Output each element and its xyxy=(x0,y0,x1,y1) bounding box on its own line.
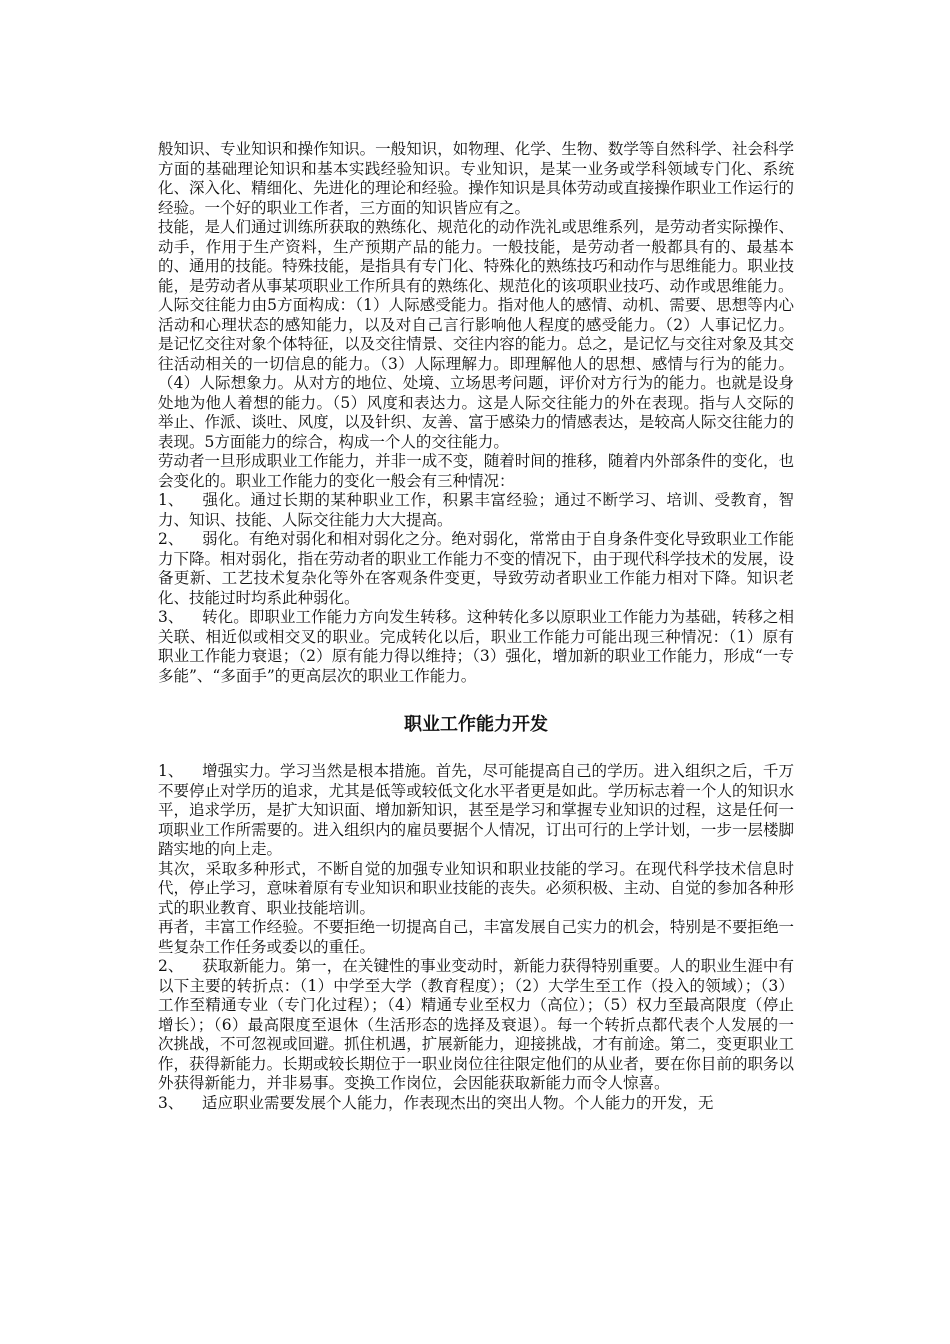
list-text: 转化。即职业工作能力方向发生转移。这种转化多以原职业工作能力为基础，转移之相关联、相近似或相交叉的职业。完成转化以后，职业工作能力可能出现三种情况：（1）原有职业工作能力衰退；（2）原有能力得以维持；（3）强化，增加新的职业工作能力，形成“一专多能”、“多面手”的更高层次的职业工作能力。 xyxy=(158,608,794,685)
list-number: 2、 xyxy=(158,957,184,975)
list-item-enhance-strength xyxy=(158,762,794,860)
paragraph-secondly: 其次，采取多种形式，不断自觉的加强专业知识和职业技能的学习。在现代科学技术信息时代，停止学习，意味着原有专业知识和职业技能的丧失。必须积极、主动、自觉的参加各种形式的职业教育、职业技能培训。 xyxy=(158,859,794,917)
paragraph-furthermore: 再者，丰富工作经验。不要拒绝一切提高自己，丰富发展自己实力的机会，特别是不要拒绝一些复杂工作任务或委以的重任。 xyxy=(158,918,794,956)
document-page xyxy=(158,140,794,1113)
list-text: 增强实力。学习当然是根本措施。首先，尽可能提高自己的学历。进入组织之后，千万不要停止对学历的追求，尤其是低等或较低文化水平者更是如此。学历标志着一个人的知识水平，追求学历，是扩大知识面、增加新知识，甚至是学习和掌握专业知识的过程，这是任何一项职业工作所需要的。进入组织内的雇员要据个人情况，订出可行的上学计划，一步一层楼脚踏实地的向上走。 xyxy=(158,762,794,858)
list-text: 强化。通过长期的某种职业工作，积累丰富经验；通过不断学习、培训、受教育，智力、知识、技能、人际交往能力大大提高。 xyxy=(158,491,794,529)
paragraph-ability-change: 劳动者一旦形成职业工作能力，并非一成不变，随着时间的推移，随着内外部条件的变化，也会变化的。职业工作能力的变化一般会有三种情况： xyxy=(158,452,794,490)
section-heading: 职业工作能力开发 xyxy=(404,714,548,735)
list-item-strengthen xyxy=(158,491,794,530)
list-item-adapt xyxy=(158,1094,794,1114)
paragraph-skills: 技能，是人们通过训练所获取的熟练化、规范化的动作洗礼或思维系列，是劳动者实际操作、动手，作用于生产资料，生产预期产品的能力。一般技能，是劳动者一般都具有的、最基本的、通用的技能。特殊技能，是指具有专门化、特殊化的熟练技巧和动作与思维能力。职业技能，是劳动者从事某项职业工作所具有的熟练化、规范化的该项职业技巧、动作或思维能力。 xyxy=(158,218,794,295)
list-number: 1、 xyxy=(158,491,184,509)
list-item-new-ability xyxy=(158,957,794,1094)
list-number: 3、 xyxy=(158,608,184,626)
list-number: 2、 xyxy=(158,530,184,548)
list-text: 弱化。有绝对弱化和相对弱化之分。绝对弱化，常常由于自身条件变化导致职业工作能力下降。相对弱化，指在劳动者的职业工作能力不变的情况下，由于现代科学技术的发展，设备更新、工艺技术复杂化等外在客观条件变更，导致劳动者职业工作能力相对下降。知识老化、技能过时均系此种弱化。 xyxy=(158,530,794,607)
paragraph-interpersonal: 人际交往能力由5方面构成：（1）人际感受能力。指对他人的感情、动机、需要、思想等内心活动和心理状态的感知能力，以及对自己言行影响他人程度的感受能力。（2）人事记忆力。是记忆交往对象个体特征，以及交往情景、交往内容的能力。总之，是记忆与交往对象及其交往活动相关的一切信息的能力。（3）人际理解力。即理解他人的思想、感情与行为的能力。（4）人际想象力。从对方的地位、处境、立场思考问题，评价对方行为的能力。也就是设身处地为他人着想的能力。（5）风度和表达力。这是人际交往能力的外在表现。指与人交际的举止、作派、谈吐、风度，以及针织、友善、富于感染力的情感表达，是较高人际交往能力的表现。5方面能力的综合，构成一个人的交往能力。 xyxy=(158,296,794,451)
list-item-transform xyxy=(158,608,794,686)
paragraph-knowledge: 般知识、专业知识和操作知识。一般知识，如物理、化学、生物、数学等自然科学、社会科学方面的基础理论知识和基本实践经验知识。专业知识，是某一业务或学科领域专门化、系统化、深入化、精细化、先进化的理论和经验。操作知识是具体劳动或直接操作职业工作运行的经验。一个好的职业工作者，三方面的知识皆应有之。 xyxy=(158,140,794,217)
list-text: 适应职业需要发展个人能力，作表现杰出的突出人物。个人能力的开发，无 xyxy=(202,1093,714,1112)
list-text: 获取新能力。第一，在关键性的事业变动时，新能力获得特别重要。人的职业生涯中有以下主要的转折点：（1）中学至大学（教育程度）；（2）大学生至工作（投入的领域）；（3）工作至精通专业（专门化过程）；（4）精通专业至权力（高位）；（5）权力至最高限度（停止增长）；（6）最高限度至退休（生活形态的选择及衰退）。每一个转折点都代表个人发展的一次挑战，不可忽视或回避。抓住机遇，扩展新能力，迎接挑战，才有前途。第二，变更职业工作，获得新能力。长期或较长期位于一职业岗位往往限定他们的从业者，要在你目前的职务以外获得新能力，并非易事。变换工作岗位，会因能获取新能力而令人惊喜。 xyxy=(158,957,794,1092)
list-number: 3、 xyxy=(158,1093,184,1112)
list-item-weaken xyxy=(158,530,794,608)
list-number: 1、 xyxy=(158,762,184,780)
